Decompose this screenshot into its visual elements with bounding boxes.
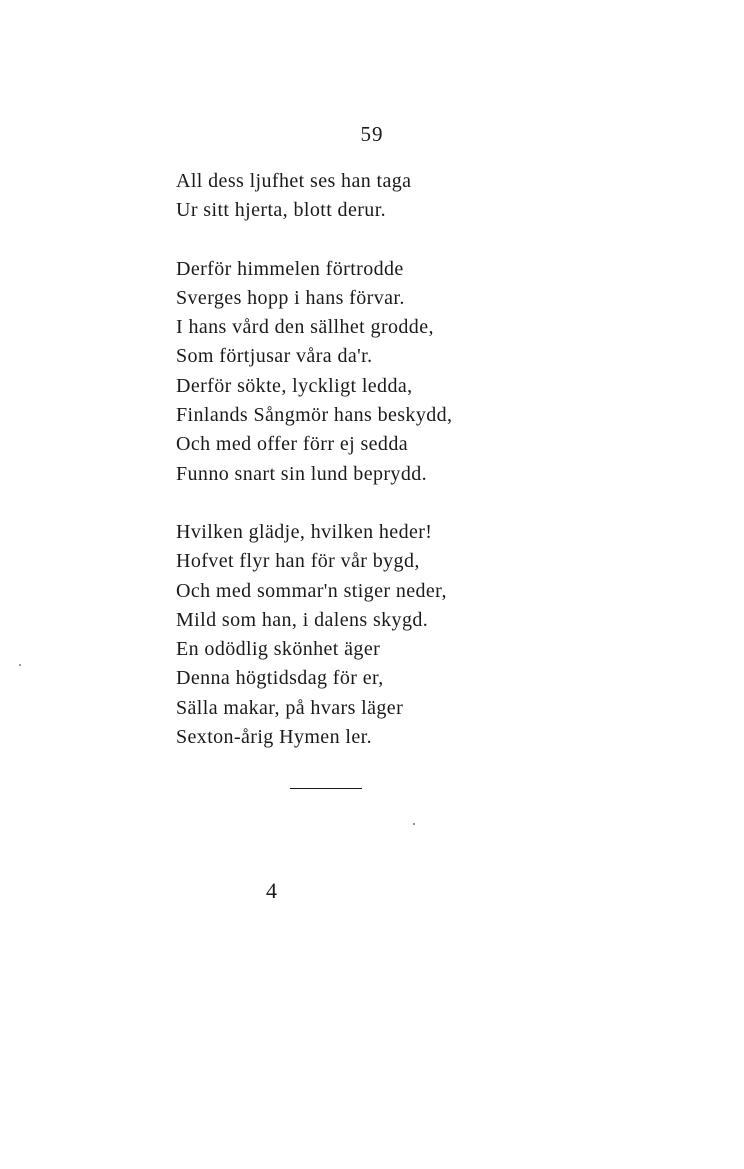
margin-speck — [19, 664, 21, 666]
poem-line: Och med offer förr ej sedda — [176, 433, 409, 456]
poem-line: Sverges hopp i hans förvar. — [176, 286, 405, 309]
poem-line: Ur sitt hjerta, blott derur. — [176, 199, 387, 222]
poem — [176, 167, 452, 752]
end-rule — [290, 788, 362, 789]
stanza-3 — [176, 518, 452, 752]
stanza-2 — [176, 255, 452, 489]
poem-line: Denna högtidsdag för er, — [176, 667, 384, 690]
poem-line: Och med sommar'n stiger neder, — [176, 579, 447, 602]
poem-line: Som förtjusar våra da'r. — [176, 345, 373, 368]
stanza-1 — [176, 167, 452, 226]
signature-mark: 4 — [266, 878, 277, 903]
poem-line: Funno snart sin lund beprydd. — [176, 462, 428, 485]
margin-speck — [413, 823, 415, 825]
poem-line: I hans vård den sällhet grodde, — [176, 316, 434, 339]
poem-line: Sexton-årig Hymen ler. — [176, 726, 372, 749]
poem-line: Derför sökte, lyckligt ledda, — [176, 374, 413, 397]
poem-line: Derför himmelen förtrodde — [176, 257, 404, 280]
poem-line: All dess ljufhet ses han taga — [176, 170, 412, 192]
poem-line: En odödlig skönhet äger — [176, 638, 381, 661]
poem-line: Finlands Sångmör hans beskydd, — [176, 404, 453, 427]
poem-line: Mild som han, i dalens skygd. — [176, 608, 429, 631]
poem-line: Hofvet flyr han för vår bygd, — [176, 550, 420, 573]
poem-line: Sälla makar, på hvars läger — [176, 696, 404, 719]
page-number: 59 — [360, 122, 384, 146]
poem-line: Hvilken glädje, hvilken heder! — [176, 520, 433, 543]
